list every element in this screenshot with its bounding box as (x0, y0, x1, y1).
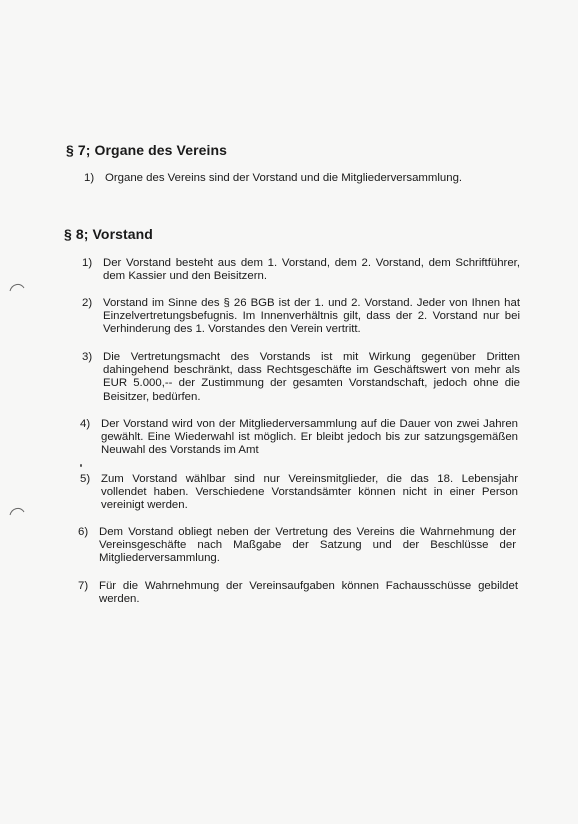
section-7-item-1 (84, 172, 484, 185)
section-8-item-3 (82, 351, 520, 404)
item-number: 1) (82, 257, 93, 269)
item-number: 1) (84, 172, 95, 184)
item-number: 7) (78, 580, 89, 592)
section-7-title: § 7; Organe des Vereins (66, 142, 228, 158)
item-text: Vorstand im Sinne des § 26 BGB ist der 1. und 2. Vorstand. Jeder von Ihnen hat Einzelvertretungsbefugnis. Im Innenverhältnis gilt, dass der 2. Vorstand nur bei Verhinderung des 1. Vorstandes den Verein vertritt. (103, 297, 520, 336)
item-text: Der Vorstand besteht aus dem 1. Vorstand, dem 2. Vorstand, dem Schriftführer, dem Kassier und den Beisitzern. (103, 257, 520, 283)
section-8-title: § 8; Vorstand (64, 226, 153, 242)
item-number: 3) (82, 351, 93, 363)
item-number: 6) (78, 526, 89, 538)
section-8-item-1 (82, 257, 520, 283)
punch-hole-mark-bottom (8, 504, 26, 518)
item-text: Dem Vorstand obliegt neben der Vertretung des Vereins die Wahrnehmung der Vereinsgeschäfte nach Maßgabe der Satzung und der Beschlüsse der Mitgliederversammlung. (99, 526, 516, 565)
section-8-item-4 (80, 418, 518, 458)
item-number: 4) (80, 418, 91, 430)
section-8-item-5 (80, 473, 518, 513)
item-number: 2) (82, 297, 93, 309)
item-text: Zum Vorstand wählbar sind nur Vereinsmitglieder, die das 18. Lebensjahr vollendet haben. Verschiedene Vorstandsämter können nicht in einer Person vereinigt werden. (101, 473, 518, 512)
section-8-item-2 (82, 297, 520, 337)
item-text: Organe des Vereins sind der Vorstand und die Mitgliederversammlung. (105, 172, 463, 184)
item-number: 5) (80, 473, 91, 485)
scan-speck (80, 464, 82, 467)
item-text: Für die Wahrnehmung der Vereinsaufgaben können Fachausschüsse gebildet werden. (99, 580, 518, 606)
punch-hole-mark-top (8, 280, 26, 294)
section-8-item-6 (78, 526, 516, 566)
item-text: Die Vertretungsmacht des Vorstands ist mit Wirkung gegenüber Dritten dahingehend beschränkt, dass Rechtsgeschäfte im Geschäftswert von mehr als EUR 5.000,-- der Zustimmung der gesamten Vorstandschaft, jedoch ohne die Beisitzer, bedürfen. (103, 351, 520, 403)
item-text: Der Vorstand wird von der Mitgliederversammlung auf die Dauer von zwei Jahren gewählt. Eine Wiederwahl ist möglich. Er bleibt jedoch bis zur satzungsgemäßen Neuwahl des Vorstands im Amt (101, 418, 518, 457)
section-8-item-7 (78, 580, 518, 606)
